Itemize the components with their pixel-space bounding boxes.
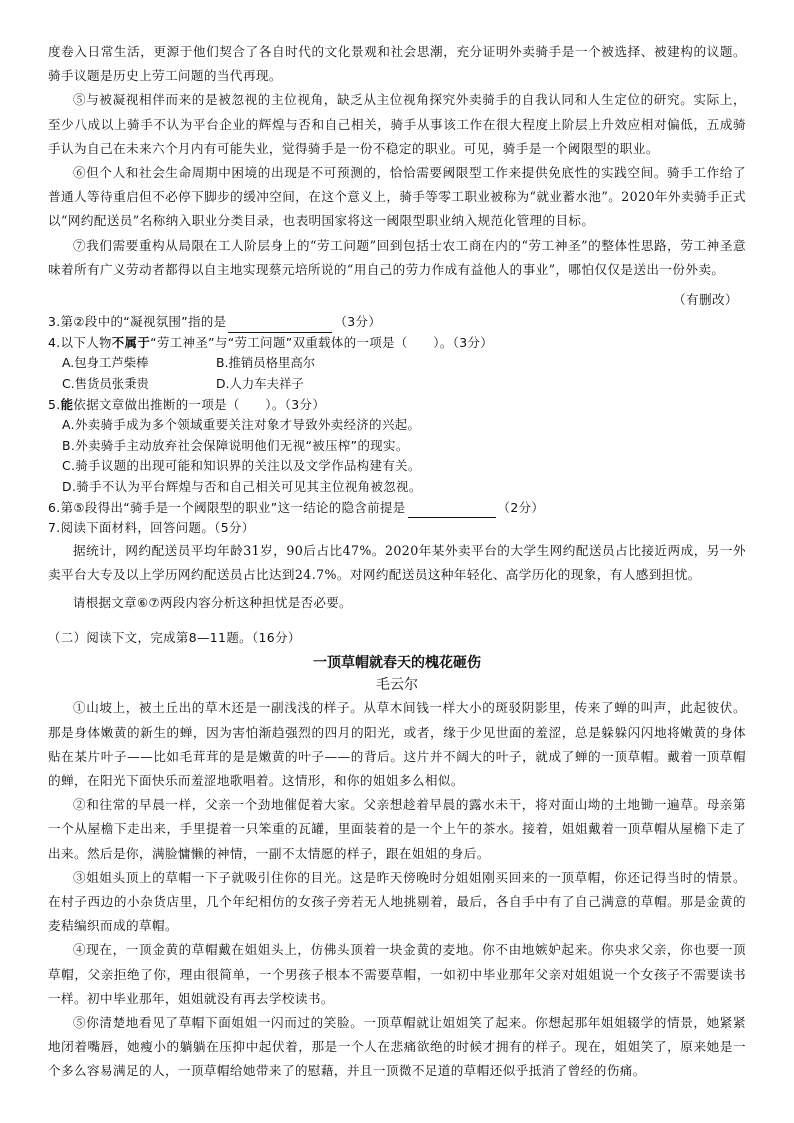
option-b[interactable]: B.外卖骑手主动放弃社会保障说明他们无视“被压榨”的现实。 [62, 437, 409, 453]
option-d[interactable]: D.人力车夫祥子 [216, 376, 304, 392]
question-5: 5.能依据文章做出推断的一项是（ ）。（3分） [48, 396, 326, 412]
question-6-text: 6.第⑤段得出“骑手是一个阈限型的职业”这一结论的隐含前提是 [48, 499, 406, 515]
abridged-note: （有删改） [673, 292, 738, 308]
question-3-text: 3.第②段中的“凝视氛围”指的是 [48, 314, 227, 330]
question-5-emphasis: 能 [60, 396, 74, 412]
question-4-stem: 4.以下人物 [48, 334, 112, 350]
question-3 [48, 312, 746, 333]
option-c[interactable]: C.售货员张秉贵 [62, 376, 149, 392]
question-7-material: 据统计，网约配送员平均年龄31岁，90后占比47%。2020年某外卖平台的大学生网约配送员占比接近两成，另一外卖平台大专及以上学历网约配送员占比达到24.7%。对网约配送员这种年轻化、高学历化的现象，有人感到担忧。 [48, 542, 746, 582]
option-d[interactable]: D.骑手不认为平台辉煌与否和自己相关可见其主位视角被忽视。 [62, 478, 422, 494]
question-5-stem: 依据文章做出推断的一项是（ ）。（3分） [73, 396, 326, 412]
question-7: 7.阅读下面材料，回答问题。（5分） [48, 520, 255, 536]
paragraph-4-tail: 度卷入日常生活，更源于他们契合了各自时代的文化景观和社会思潮，充分证明外卖骑手是一个被选择、被建构的议题。骑手议题是历史上劳工问题的当代再现。 [48, 44, 746, 84]
article-paragraph-1: ①山坡上，被土丘出的草木还是一副浅浅的样子。从草木间钱一样大小的斑驳阴影里，传来了蝉的叫声，此起彼伏。那是身体嫩黄的新生的蝉，因为害怕渐趋强烈的四月的阳光，或者，缘于少见世面的羞涩，总是躲躲闪闪地将嫩黄的身体贴在某片叶子——比如毛茸茸的是是嫩黄的叶子——的背后。这片并不阔大的叶子，就成了蝉的一顶草帽。戴着一顶草帽的蝉，在阳光下面快乐而羞涩地歌唱着。这情形，和你的姐姐多么相似。 [48, 700, 746, 788]
question-7-ask: 请根据文章⑥⑦两段内容分析这种担忧是否必要。 [73, 595, 352, 611]
question-4-emphasis: 不属于 [111, 334, 151, 350]
answer-blank[interactable] [408, 503, 496, 518]
article-paragraph-4: ④现在，一顶金黄的草帽戴在姐姐头上，仿佛头顶着一块金黄的麦地。你不由地嫉妒起来。你央求父亲，你也要一顶草帽，父亲拒绝了你，理由很简单，一个男孩子根本不需要草帽，一如初中毕业那年父亲对姐姐说一个女孩子不需要读书一样。初中毕业那年，姐姐就没有再去学校读书。 [48, 942, 746, 1006]
paragraph-7: ⑦我们需要重构从局限在工人阶层身上的“劳工问题”回到包括士农工商在内的“劳工神圣”的整体性思路，劳工神圣意味着所有广义劳动者都得以自主地实现蔡元培所说的“用自己的劳力作成有益他人的事业”，哪怕仅仅是送出一份外卖。 [48, 237, 746, 277]
paragraph-6: ⑥但个人和社会生命周期中困境的出现是不可预测的，恰恰需要阈限型工作来提供免底性的实践空间。骑手工作给了普通人等待重启但不必停下脚步的缓冲空间，在这个意义上，骑手等零工职业被称为“就业蓄水池”。2020年外卖骑手正式以“网约配送员”名称纳入职业分类目录，也表明国家将这一阈限型职业纳入规范化管理的目标。 [48, 165, 746, 229]
article-paragraph-2: ②和往常的早晨一样，父亲一个劲地催促着大家。父亲想趁着早晨的露水未干，将对面山坳的土地锄一遍草。母亲第一个从屋檐下走出来，手里提着一只笨重的瓦罐，里面装着的是一个上午的茶水。接着，姐姐戴着一顶草帽从屋檐下走了出来。然后是你，满脸慵懒的神情，一副不太情愿的样子，跟在姐姐的身后。 [48, 797, 746, 861]
option-c[interactable]: C.骑手议题的出现可能和知识界的关注以及文学作品构建有关。 [62, 458, 421, 474]
article-paragraph-5: ⑤你清楚地看见了草帽下面姐姐一闪而过的笑脸。一顶草帽就让姐姐笑了起来。你想起那年姐姐辍学的情景，她紧紧地闭着嘴唇，她瘦小的躺躺在压抑中起伏着，那是一个人在悲痛欲绝的时候才拥有的样子。现在，姐姐笑了，原来她是一个多么容易满足的人，一顶草帽给她带来了的慰藉，并且一顶微不足道的草帽还似乎抵消了曾经的伤痛。 [48, 1015, 746, 1079]
paragraph-5: ⑤与被凝视相伴而来的是被忽视的主位视角，缺乏从主位视角探究外卖骑手的自我认同和人生定位的研究。实际上，至少八成以上骑手不认为平台企业的辉煌与否和自己相关，骑手从事该工作在很大程度上阶层上升效应相对偏低，五成骑手认为自己在未来六个月内有可能失业，觉得骑手是一份不稳定的职业。可见，骑手是一个阈限型的职业。 [48, 92, 746, 156]
option-a[interactable]: A.外卖骑手成为多个领域重要关注对象才导致外卖经济的兴起。 [62, 417, 421, 433]
option-a[interactable]: A.包身工芦柴棒 [62, 355, 149, 371]
article-title: 一顶草帽就春天的槐花砸伤 [313, 655, 481, 672]
question-4-stem-rest: “劳工神圣”与“劳工问题”双重载体的一项是（ ）。（3分） [150, 334, 494, 350]
article-paragraph-3: ③姐姐头顶上的草帽一下子就吸引住你的目光。这是昨天傍晚时分姐姐刚买回来的一顶草帽，你还记得当时的情景。在村子西边的小杂货店里，几个年纪相仿的女孩子旁若无人地挑剔着，最后，各自手中有了自己满意的草帽。那是金黄的麦秸编织而成的草帽。 [48, 869, 746, 934]
question-3-score: （3分） [334, 314, 382, 330]
section-2-header: （二）阅读下文，完成第8—11题。（16分） [48, 629, 301, 645]
answer-blank[interactable] [228, 318, 332, 333]
article-author: 毛云尔 [376, 677, 418, 694]
option-b[interactable]: B.推销员格里高尔 [216, 355, 316, 371]
question-4-options-row-2 [48, 374, 746, 395]
exam-page [48, 40, 746, 1084]
question-4 [48, 333, 746, 354]
question-4-options-row-1 [48, 353, 746, 374]
question-6-score: （2分） [497, 499, 545, 515]
question-6 [48, 498, 746, 519]
